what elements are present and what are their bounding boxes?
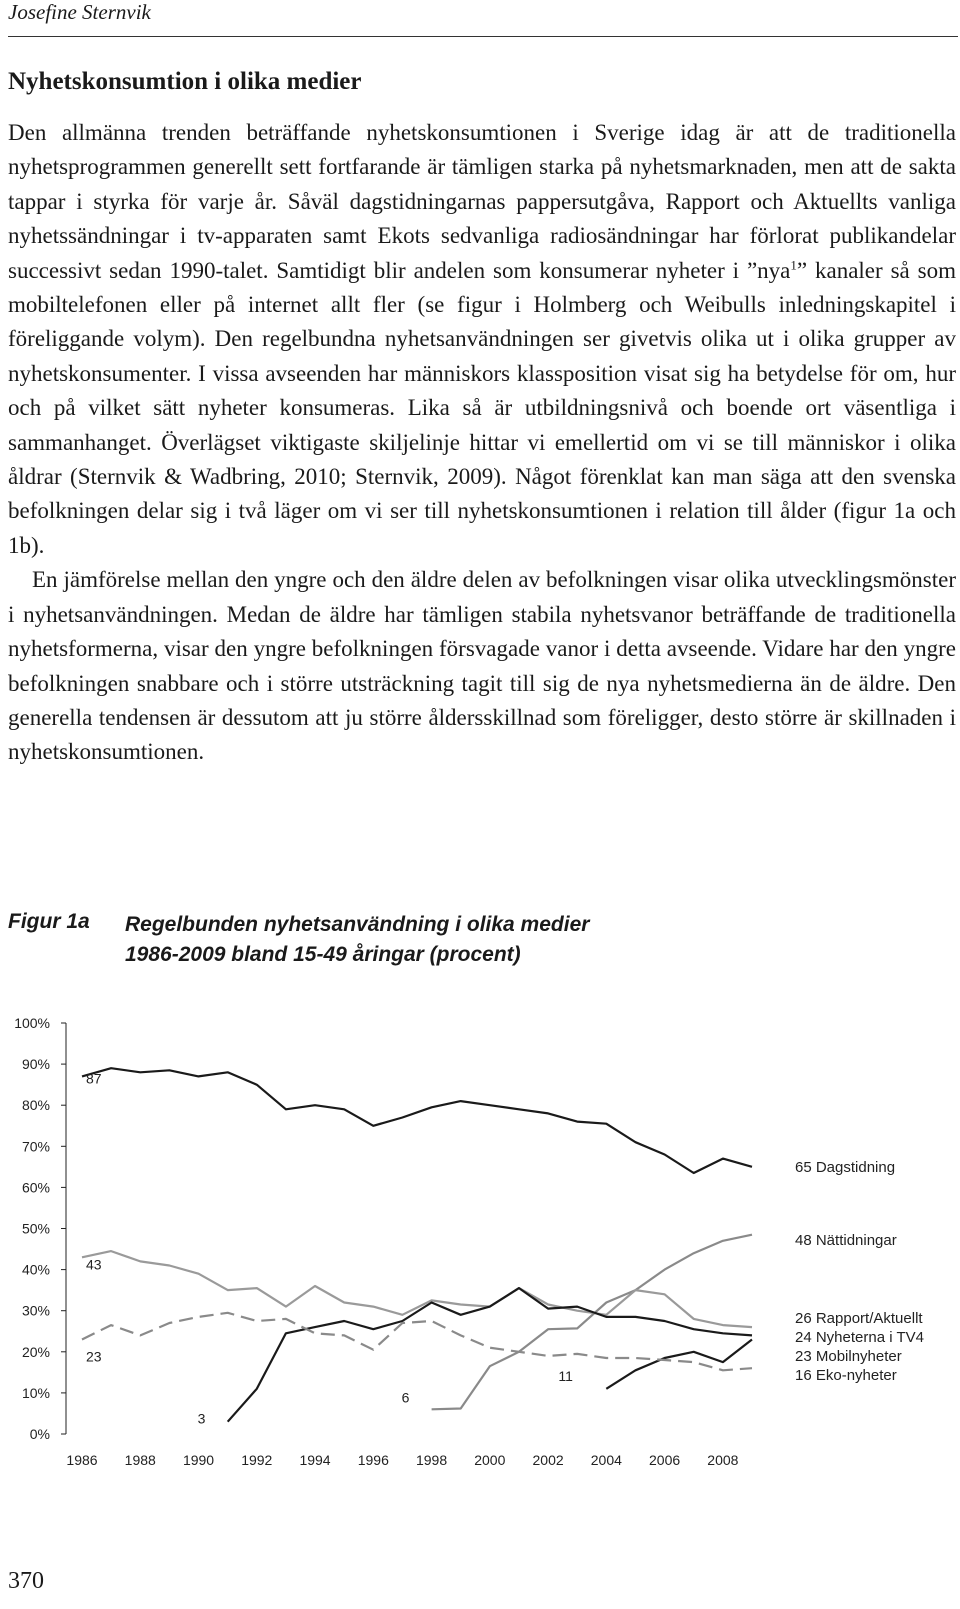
- y-tick-label: 40%: [21, 1261, 50, 1278]
- header-rule: [8, 36, 958, 37]
- y-tick-label: 100%: [14, 1015, 50, 1031]
- paragraph-2: En jämförelse mellan den yngre och den äldre delen av befolkningen visar olika utvecklingsmönster i nyhetsanvändningen. Medan de äldre har tämligen stabila nyhetsvanor beträffande de traditionella nyhetsformerna, visar den yngre befolkningen försvagade vanor i detta avseende. Vidare har den yngre befolkningen snabbare och i större utsträckning tagit till sig de nya nyhetsmedierna än de äldre. Den generella tendensen är dessutom att ju större åldersskillnad som föreligger, desto större är skillnaden i nyhetskonsumtionen.: [8, 567, 956, 765]
- paragraph-1-part-1: Den allmänna trenden beträffande nyhetskonsumtionen i Sverige idag är att de traditionella nyhetsprogrammen generellt sett fortfarande är tämligen starka på nyhetsmarknaden, men att de sakta tappar i styrka för varje år. Såväl dagstidningarnas pappersutgåva, Rapport och Aktuellts vanliga nyhetssändningar i tv-apparaten samt Ekots sedvanliga radiosändningar har förlorat publikandelar successivt sedan 1990-talet. Samtidigt blir andelen som konsumerar nyheter i ”nya: [8, 120, 956, 283]
- y-tick-label: 70%: [21, 1138, 50, 1155]
- y-tick-label: 20%: [21, 1343, 50, 1360]
- legend-entry: 16 Eko-nyheter: [795, 1367, 897, 1384]
- series-start-label: 43: [86, 1256, 102, 1273]
- paragraph-1-part-2: ” kanaler så som mobiltelefonen eller på internet allt fler (se figur i Holmberg och Weibulls inledningskapitel i föreliggande volym). Den regelbundna nyhetsanvändningen ser givetvis olika ut i olika grupper av nyhetskonsumenter. I vissa avseenden har människors klassposition visat sig ha betydelse för om, hur och på vilket sätt nyheter konsumeras. Lika så är utbildningsnivå och boende ort väsentliga i sammanhanget. Överlägset viktigaste skiljelinje hittar vi emellertid om vi se till människor i olika åldrar (Sternvik & Wadbring, 2010; Sternvik, 2009). Något förenklat kan man säga att den svenska befolkningen delar sig i två läger om vi ser till nyhetskonsumtionen i relation till ålder (figur 1a och 1b).: [8, 257, 957, 558]
- x-tick-label: 1992: [241, 1452, 273, 1468]
- x-tick-label: 2004: [590, 1452, 622, 1468]
- x-tick-label: 1998: [415, 1452, 448, 1468]
- y-tick-label: 90%: [21, 1056, 50, 1073]
- series-line-rapport-aktuellt: [82, 1251, 752, 1327]
- page-number: 370: [8, 1568, 44, 1594]
- series-start-label: 23: [86, 1348, 102, 1365]
- x-tick-label: 2000: [474, 1452, 506, 1468]
- y-tick-label: 60%: [21, 1179, 50, 1196]
- figure-title-line-2: 1986-2009 bland 15-49 åringar (procent): [125, 943, 521, 966]
- x-tick-label: 1994: [299, 1452, 331, 1468]
- figure-title-line-1: Regelbunden nyhetsanvändning i olika medier: [125, 913, 590, 936]
- figure-title: [125, 910, 589, 970]
- y-tick-label: 10%: [21, 1384, 50, 1401]
- series-line-nyheterna-i-tv4: [228, 1288, 752, 1422]
- figure-label: Figur 1a: [8, 910, 90, 933]
- x-tick-label: 1988: [124, 1452, 156, 1468]
- x-tick-label: 2008: [707, 1452, 739, 1468]
- footnote-marker[interactable]: 1: [790, 256, 797, 272]
- body-text: [8, 116, 956, 770]
- paragraph-1: [8, 116, 956, 563]
- series-start-label: 3: [197, 1410, 206, 1427]
- y-tick-label: 0%: [29, 1426, 50, 1442]
- x-tick-label: 1990: [182, 1452, 215, 1468]
- x-tick-label: 2002: [532, 1452, 564, 1468]
- series-line-dagstidning: [82, 1068, 752, 1173]
- x-tick-label: 1996: [357, 1452, 389, 1468]
- series-start-label: 87: [86, 1070, 102, 1087]
- legend-entry: 65 Dagstidning: [795, 1159, 896, 1176]
- legend-entry: 26 Rapport/Aktuellt: [795, 1310, 923, 1327]
- section-title: Nyhetskonsumtion i olika medier: [8, 68, 362, 95]
- legend-entry: 24 Nyheterna i TV4: [795, 1329, 924, 1346]
- y-tick-label: 30%: [21, 1302, 50, 1319]
- series-start-label: 11: [558, 1367, 573, 1384]
- series-start-label: 6: [401, 1389, 410, 1406]
- series-line-mobilnyheter: [606, 1340, 752, 1389]
- running-head-author: Josefine Sternvik: [8, 0, 151, 24]
- y-tick-label: 50%: [21, 1220, 50, 1237]
- line-chart: [0, 1000, 960, 1490]
- series-line-eko-nyheter: [82, 1313, 752, 1371]
- legend-entry: 23 Mobilnyheter: [795, 1348, 902, 1365]
- legend-entry: 48 Nättidningar: [795, 1232, 897, 1249]
- y-tick-label: 80%: [21, 1097, 50, 1114]
- x-tick-label: 2006: [649, 1452, 681, 1468]
- x-tick-label: 1986: [66, 1452, 98, 1468]
